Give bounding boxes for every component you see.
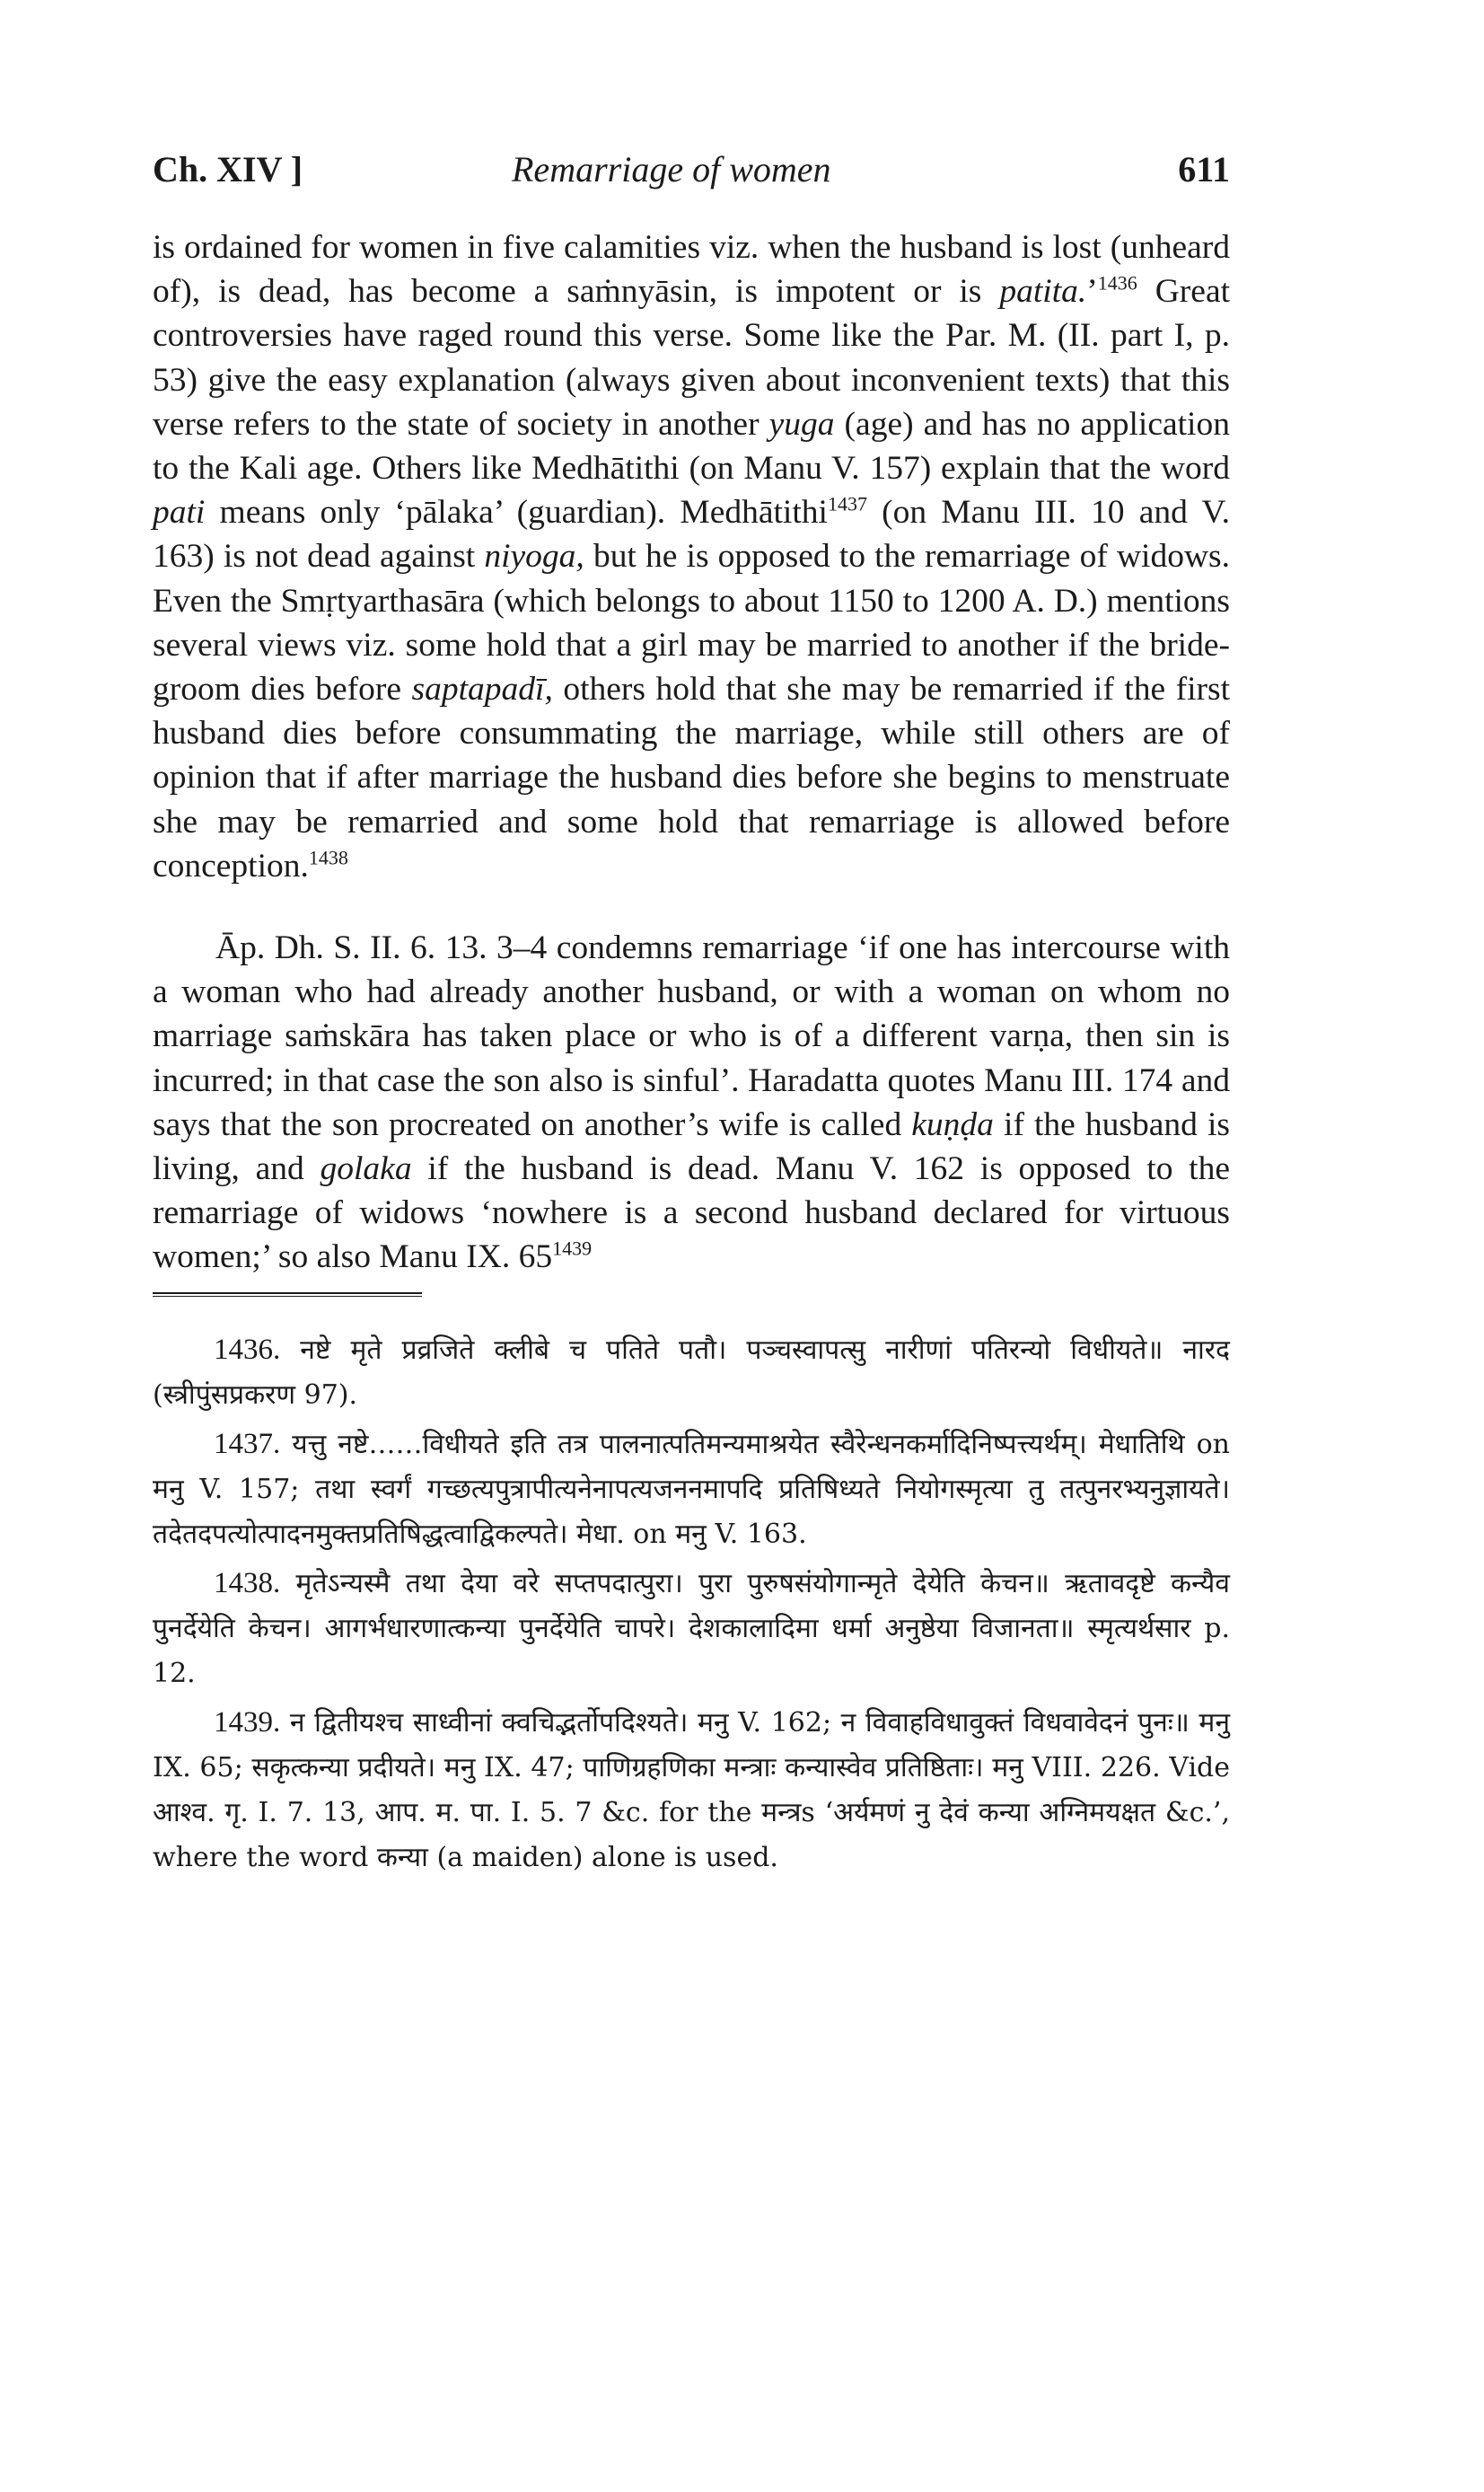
chapter-label: Ch. XIV ] xyxy=(153,149,303,189)
p1-text-b: Great controversies have raged round this verse. Some like the Par. M. (II. part I, p. 53) give the easy explanation (always given about inconvenient texts) that this verse refers to the state of society in another xyxy=(153,273,1231,443)
page-number: 611 xyxy=(1178,149,1230,189)
paragraph-2 xyxy=(153,926,1230,1280)
running-head xyxy=(153,148,1230,202)
p1-text-c: (age) and has no application to the Kali age. Others like Medhātithi (on Manu V. 157) explain that the word xyxy=(153,405,1230,488)
footnote-text: नष्टे मृते प्रव्रजिते क्लीबे च पतिते पतौ। पञ्चस्वापत्सु नारीणां पतिरन्यो विधीयते॥ नारद (स्त्रीपुंसप्रकरण 97). xyxy=(153,1334,1230,1411)
footnote-number: 1439. xyxy=(214,1705,281,1739)
p1-text-f: but he is opposed to the remarriage of widows. Even the Smṛtyarthasāra (which belongs to about 1150 to 1200 A. D.) mentions several views viz. some hold that a girl may be married to another if the bride-groom dies before xyxy=(153,538,1230,709)
footnote-text: न द्वितीयश्च साध्वीनां क्वचिद्भर्तोपदिश्यते। मनु V. 162; न विवाहविधावुक्तं विधवावेदनं पुनः॥ मनु IX. 65; सकृत्कन्या प्रदीयते। मनु IX. 47; पाणिग्रहणिका मन्त्राः कन्यास्वेव प्रतिष्ठिताः। मनु VIII. 226. Vide आश्व. गृ. I. 7. 13, आप. म. पा. I. 5. 7 &c. for the मन्त्रs ‘अर्यमणं नु देवं कन्या अग्निमयक्षत &c.’, where the word कन्या (a maiden) alone is used. xyxy=(153,1706,1230,1873)
footnote-ref-1437: 1437 xyxy=(827,492,867,515)
term-patita: patita. xyxy=(999,273,1087,311)
footnote-text: मृतेऽन्यस्मै तथा देया वरे सप्तपदात्पुरा। पुरा पुरुषसंयोगान्मृते देयेति केचन॥ ऋतावदृष्टे कन्यैव पुनर्देयेति केचन। आगर्भधारणात्कन्या पुनर्देयेति चापरे। देशकालादिमा धर्मा अनुष्ठेया विजानता॥ स्मृत्यर्थसार p. 12. xyxy=(153,1567,1230,1689)
footnote-number: 1437. xyxy=(214,1427,281,1460)
p1-text-a: is ordained for women in five calamities viz. when the husband is lost (unheard of), is dead, has become a saṁnyāsin, is impotent or is xyxy=(153,229,1230,311)
footnote-ref-1439: 1439 xyxy=(552,1237,593,1260)
p1-text-e: (on Manu III. 10 and V. 163) is not dead against xyxy=(153,494,1230,576)
footnote-1437 xyxy=(153,1422,1230,1557)
p1-text-g: others hold that she may be remarried if the first husband dies before consummating the marriage, while still others are of opinion that if after marriage the husband dies before she begins to menstruate she may be remarried and some hold that remarriage is allowed before conception. xyxy=(153,671,1231,885)
term-pati: pati xyxy=(153,494,206,532)
book-page xyxy=(153,148,1230,1884)
p1-text-d: means only ‘pālaka’ (guardian). Medhātithi xyxy=(205,494,828,532)
footnote-number: 1438. xyxy=(214,1566,281,1599)
p2-text-b: if the husband is living, and xyxy=(153,1105,1230,1188)
footnote-ref-1436: 1436 xyxy=(1097,271,1137,295)
paragraph-1: is ordained for women in five calamities viz. when the husband is lost (unheard of), is dead, has become a saṁnyāsin, is impotent or is patita.’$^{1436}$ Great controversies have raged round this verse. Some like the Par. M. (II. part I, p. 53) give the easy explanation (always given about inconvenient texts) that this verse refers to the state of society in another yuga (age) and has no application to the Kali age. Others like Medhātithi (on Manu V. 157) explain that the word pati means only ‘pālaka’ (guardian). Medhātithi$^{1437}$ (on Manu III. 10 and V. 163) is not dead against niyoga, but he is opposed to the remarriage of widows. Even the Smṛtyarthasāra (which belongs to about 1150 to 1200 A. D.) mentions several views viz. some hold that a girl may be married to another if the bride-groom dies before saptapadī, others hold that she may be remarried if the first husband dies before consummating the marriage, while still others are of opinion that if after marriage the husband dies before she begins to menstruate she may be remarried and some hold that remarriage is allowed before conception.$^{1438}$ xyxy=(153,229,1231,885)
p2-text-a: Āp. Dh. S. II. 6. 13. 3–4 condemns remarriage ‘if one has intercourse with a woman who had already another husband, or with a woman on whom no marriage saṁskāra has taken place or who is of a different varṇa, then sin is incurred; in that case the son also is sinful’. Haradatta quotes Manu III. 174 and says that the son procreated on another’s wife is called xyxy=(153,929,1230,1143)
footnote-1436 xyxy=(153,1327,1230,1418)
footnote-text: यत्तु नष्टे……विधीयते इति तत्र पालनात्पतिमन्यमाश्रयेत स्वैरेन्धनकर्मादिनिष्पत्त्यर्थम्। मेधातिथि on मनु V. 157; तथा स्वर्गं गच्छत्यपुत्रापीत्यनेनापत्यजननमापदि प्रतिषिध्यते नियोगस्मृत्या तु तत्पुनरभ्यनुज्ञायते। तदेतदपत्योत्पादनमुक्तप्रतिषिद्धत्वाद्विकल्पते। मेधा. on मनु V. 163. xyxy=(153,1428,1230,1550)
footnote-number: 1436. xyxy=(214,1333,281,1366)
footnote-1438 xyxy=(153,1561,1230,1696)
term-golaka: golaka xyxy=(320,1150,412,1188)
page-title: Remarriage of women xyxy=(512,149,831,189)
footnote-divider xyxy=(153,1292,422,1297)
p2-text-c: if the husband is dead. Manu V. 162 is opposed to the remarriage of widows ‘nowhere is a second husband declared for virtuous women;’ so also Manu IX. 65 xyxy=(153,1150,1230,1276)
term-yuga: yuga xyxy=(768,405,835,443)
footnote-1439 xyxy=(153,1700,1230,1880)
footnote-ref-1438: 1438 xyxy=(308,846,348,869)
term-kunda: kuṇḍa xyxy=(911,1105,994,1143)
term-saptapadi: saptapadī, xyxy=(411,671,553,709)
term-niyoga: niyoga, xyxy=(484,538,584,576)
